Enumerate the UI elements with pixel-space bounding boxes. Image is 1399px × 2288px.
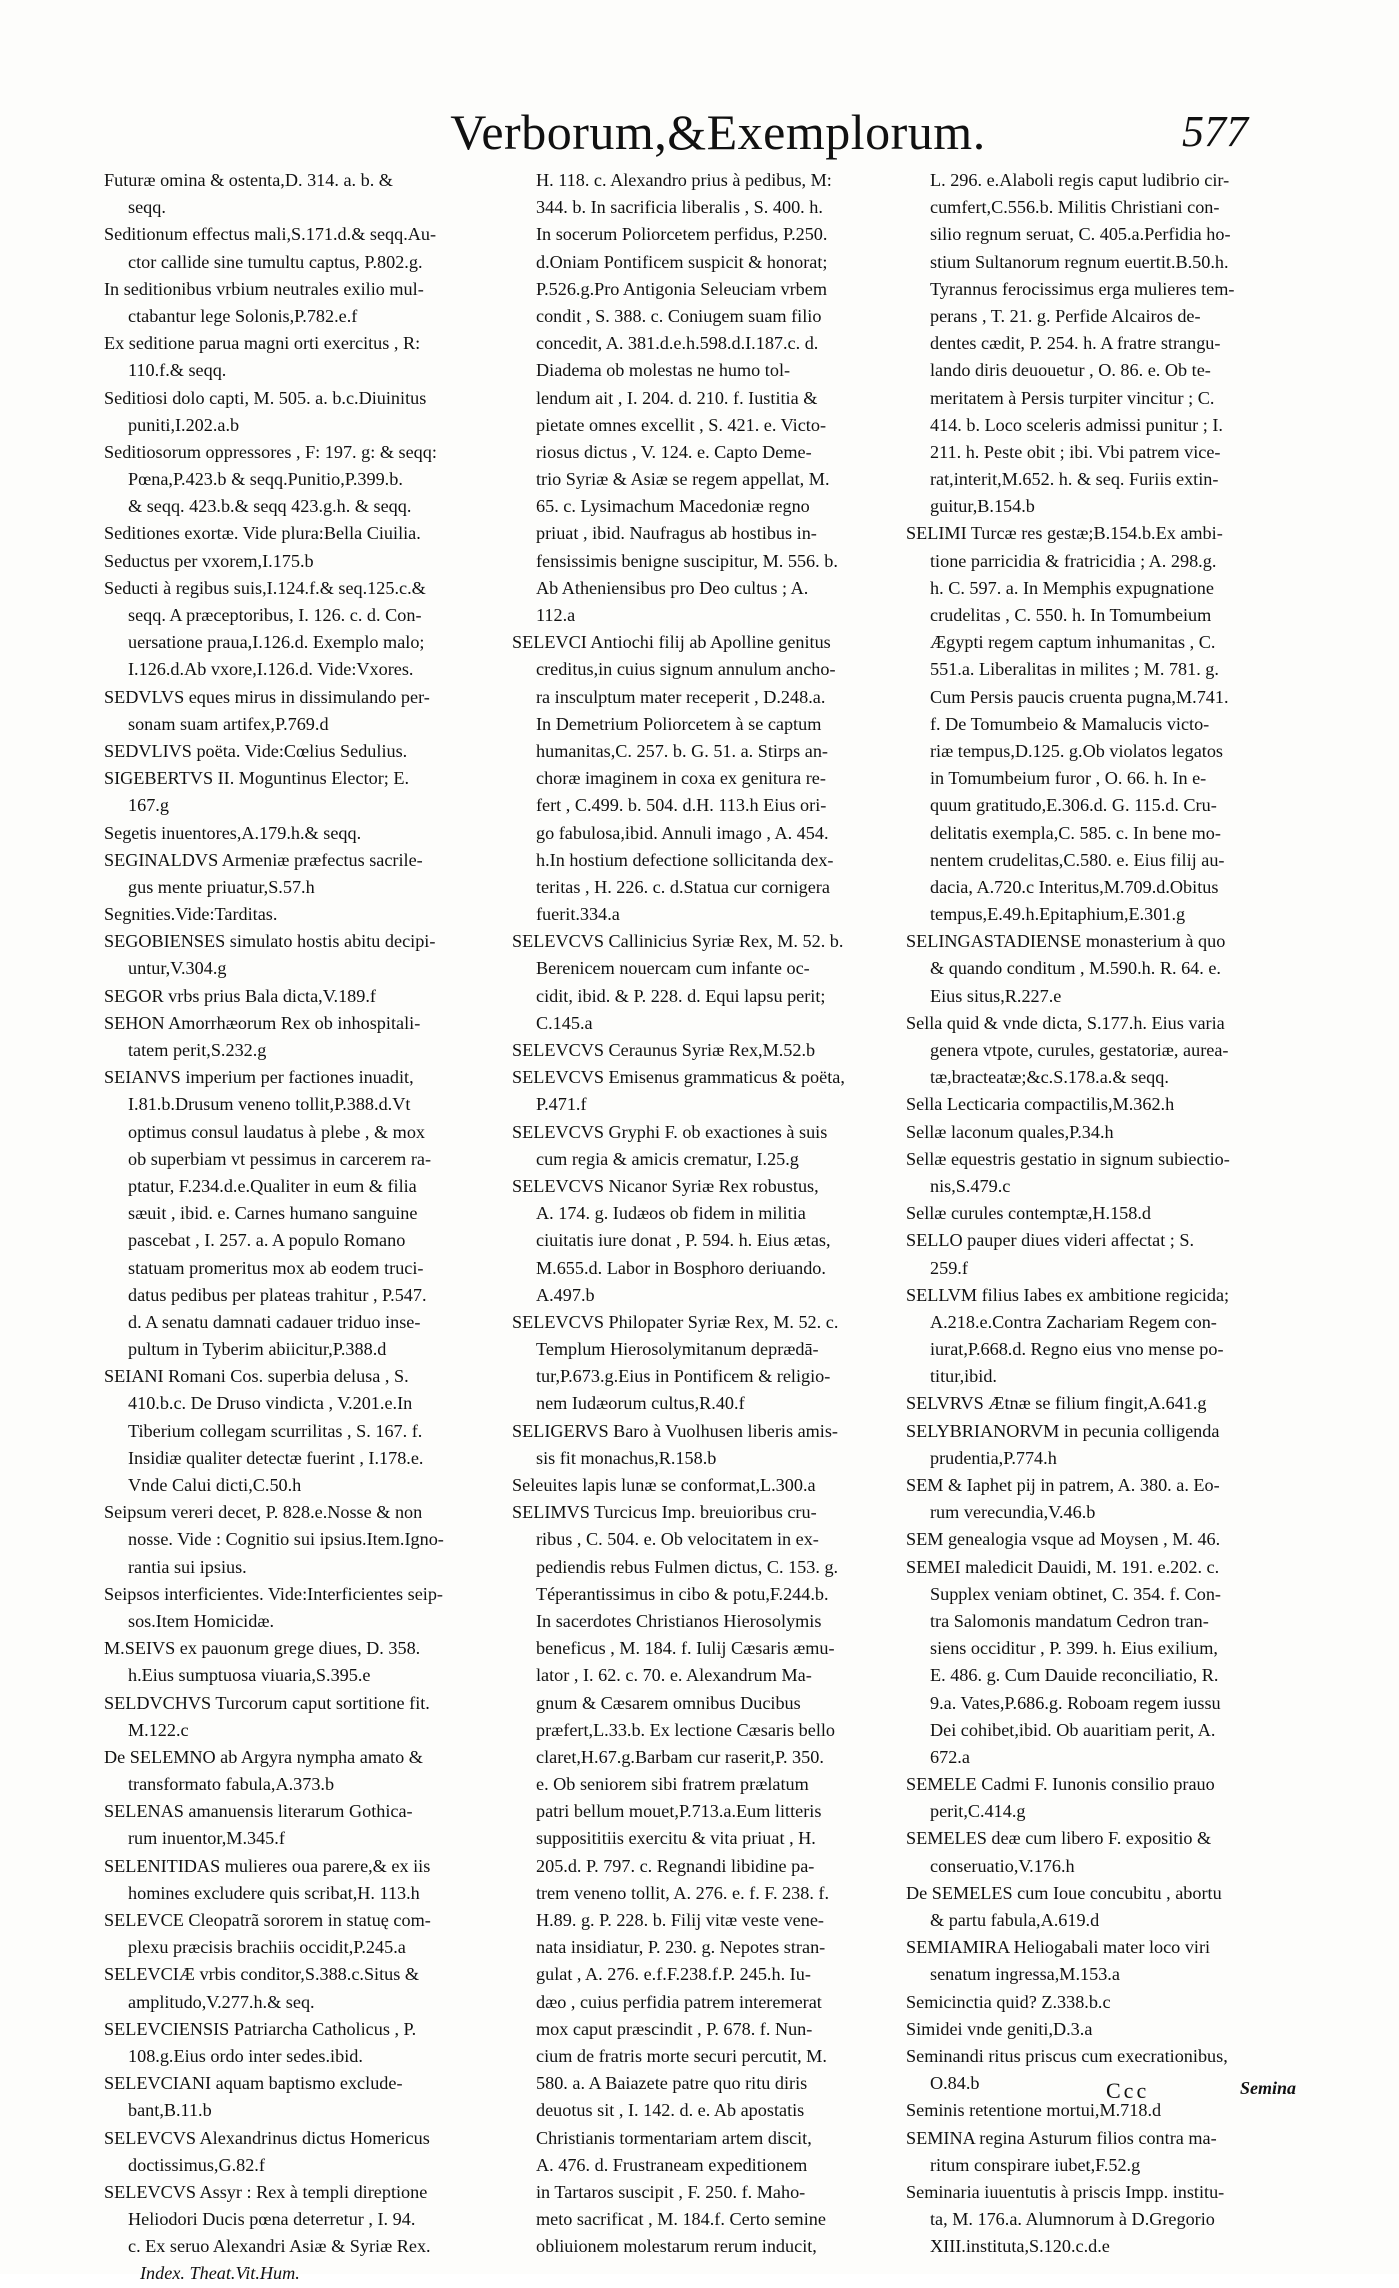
index-entry-line: SEIANVS imperium per factiones inuadit, xyxy=(104,1067,414,1088)
running-header-title: Verborum,&Exemplorum. xyxy=(450,104,986,160)
index-entry-continuation: d. A senatu damnati cadauer triduo inse- xyxy=(128,1311,421,1332)
index-entry-continuation: puniti,I.202.a.b xyxy=(128,414,240,435)
index-entry-continuation: untur,V.304.g xyxy=(128,958,227,979)
index-column-right xyxy=(906,167,1296,2260)
index-entry-continuation: tione parricidia & fratricidia ; A. 298.g. xyxy=(930,550,1217,571)
index-entry-line: SELEVCIENSIS Patriarcha Catholicus , P. xyxy=(104,2018,417,2039)
index-entry-continuation: XIII.instituta,S.120.c.d.e xyxy=(930,2236,1110,2257)
index-entry-continuation: senatum ingressa,M.153.a xyxy=(930,1964,1120,1985)
index-entry-continuation: meritatem à Persis turpiter vincitur ; C. xyxy=(930,387,1215,408)
index-entry-continuation: Heliodori Ducis pœna deterretur , I. 94. xyxy=(128,2209,416,2230)
index-entry-continuation: 108.g.Eius ordo inter sedes.ibid. xyxy=(128,2045,363,2066)
index-entry-line: SELEVCVS Alexandrinus dictus Homericus xyxy=(104,2127,430,2148)
index-entry-continuation: H. 118. c. Alexandro prius à pedibus, M: xyxy=(536,170,832,190)
index-entry-line: Futuræ omina & ostenta,D. 314. a. b. & xyxy=(104,170,393,190)
index-entry-continuation: datus pedibus per plateas trahitur , P.547. xyxy=(128,1284,427,1305)
index-entry-continuation: statuam promeritus mox ab eodem truci- xyxy=(128,1257,424,1278)
index-entry-continuation: 167.g xyxy=(128,795,169,816)
index-entry-line: SEHON Amorrhæorum Rex ob inhospitali- xyxy=(104,1012,421,1033)
index-entry-line: SELEVCVS Emisenus grammaticus & poëta, xyxy=(512,1067,845,1088)
index-entry-continuation: dæo , cuius perfidia patrem interemerat xyxy=(536,1991,822,2012)
index-entry-line: SELEVCIANI aquam baptismo exclude- xyxy=(104,2073,403,2094)
index-entry-line: Seminandi ritus priscus cum execrationibus, xyxy=(906,2045,1228,2066)
index-entry-continuation: 65. c. Lysimachum Macedoniæ regno xyxy=(536,496,810,517)
index-entry-line: SELEVCE Cleopatrã sororem in statuę com- xyxy=(104,1910,431,1930)
index-entry-continuation: lendum ait , I. 204. d. 210. f. Iustitia & xyxy=(536,387,818,408)
index-entry-continuation: Diadema ob molestas ne humo tol- xyxy=(536,360,791,381)
index-entry-continuation: quum gratitudo,E.306.d. G. 115.d. Cru- xyxy=(930,795,1217,816)
index-entry-continuation: choræ imaginem in coxa ex genitura re- xyxy=(536,768,826,789)
index-entry-line: SELLVM filius Iabes ex ambitione regicida; xyxy=(906,1284,1230,1305)
index-entry-continuation: trem veneno tollit, A. 276. e. f. F. 238. f. xyxy=(536,1882,830,1903)
index-entry-line: SELYBRIANORVM in pecunia colligenda xyxy=(906,1420,1220,1441)
index-entry-continuation: Tyrannus ferocissimus erga mulieres tem- xyxy=(930,278,1235,299)
index-entry-line: SELENAS amanuensis literarum Gothica- xyxy=(104,1801,413,1822)
index-entry-continuation: 344. b. In sacrificia liberalis , S. 400. h. xyxy=(536,197,823,218)
index-entry-line: SELEVCVS Callinicius Syriæ Rex, M. 52. b. xyxy=(512,931,844,952)
index-entry-line: SELENITIDAS mulieres oua parere,& ex iis xyxy=(104,1855,431,1876)
index-entry-continuation: Tiberium collegam scurrilitas , S. 167. f. xyxy=(128,1420,423,1441)
index-entry-continuation: nentem crudelitas,C.580. e. Eius filij au- xyxy=(930,849,1225,870)
index-entry-continuation: O.84.b xyxy=(930,2073,980,2094)
index-entry-line: Index. Theat.Vit.Hum. xyxy=(140,2263,300,2284)
index-entry-line: SEDVLVS eques mirus in dissimulando per- xyxy=(104,686,430,707)
index-entry-continuation: M.655.d. Labor in Bosphoro deriuando. xyxy=(536,1257,826,1278)
index-entry-line: Seditiones exortæ. Vide plura:Bella Ciuilia. xyxy=(104,523,421,544)
index-entry-continuation: nosse. Vide : Cognitio sui ipsius.Item.Igno- xyxy=(128,1529,444,1550)
index-entry-line: SELIGERVS Baro à Vuolhusen liberis amis- xyxy=(512,1420,838,1441)
index-entry-continuation: titur,ibid. xyxy=(930,1366,997,1387)
index-entry-continuation: præfert,L.33.b. Ex lectione Cæsaris bello xyxy=(536,1719,836,1740)
index-entry-continuation: nata insidiatur, P. 230. g. Nepotes stran- xyxy=(536,1937,826,1958)
index-entry-line: SEMIAMIRA Heliogabali mater loco viri xyxy=(906,1937,1211,1958)
index-entry-continuation: A. 174. g. Iudæos ob fidem in militia xyxy=(536,1203,806,1224)
index-entry-continuation: ribus , C. 504. e. Ob velocitatem in ex- xyxy=(536,1529,819,1550)
index-entry-continuation: stium Sultanorum regnum euertit.B.50.h. xyxy=(930,251,1229,272)
index-entry-line: SELEVCI Antiochi filij ab Apolline genitus xyxy=(512,632,831,653)
index-entry-continuation: gulat , A. 276. e.f.F.238.f.P. 245.h. Iu- xyxy=(536,1964,811,1985)
index-entry-line: SELEVCVS Ceraunus Syriæ Rex,M.52.b xyxy=(512,1040,816,1060)
index-entry-continuation: rantia sui ipsius. xyxy=(128,1556,247,1577)
index-entry-line: Seditiosi dolo capti, M. 505. a. b.c.Diuinitus xyxy=(104,387,427,408)
index-entry-continuation: uersatione praua,I.126.d. Exemplo malo; xyxy=(128,632,425,653)
index-entry-continuation: 672.a xyxy=(930,1746,970,1767)
index-entry-continuation: pultum in Tyberim abiicitur,P.388.d xyxy=(128,1339,387,1360)
index-entry-continuation: cium de fratris morte securi percutit, M. xyxy=(536,2045,827,2066)
index-entry-continuation: siens occiditur , P. 399. h. Eius exilium, xyxy=(930,1638,1218,1659)
index-entry-continuation: condit , S. 388. c. Coniugem suam filio xyxy=(536,305,822,326)
index-entry-continuation: silio regnum seruat, C. 405.a.Perfidia ho- xyxy=(930,224,1231,245)
index-entry-line: Segnities.Vide:Tarditas. xyxy=(104,904,278,925)
index-entry-continuation: nem Iudæorum cultus,R.40.f xyxy=(536,1393,745,1414)
index-entry-line: SEMINA regina Asturum filios contra ma- xyxy=(906,2127,1217,2148)
index-entry-line: SEM & Iaphet pij in patrem, A. 380. a. Eo- xyxy=(906,1475,1220,1495)
index-entry-continuation: 580. a. A Baiazete patre quo ritu diris xyxy=(536,2073,808,2094)
index-entry-line: Sellæ equestris gestatio in signum subiectio- xyxy=(906,1148,1230,1169)
index-entry-continuation: sæuit , ibid. e. Carnes humano sanguine xyxy=(128,1203,418,1224)
index-entry-line: Seductus per vxorem,I.175.b xyxy=(104,550,314,571)
index-entry-continuation: ta, M. 176.a. Alumnorum à D.Gregorio xyxy=(930,2209,1215,2230)
index-entry-continuation: genera vtpote, curules, gestatoriæ, aurea- xyxy=(930,1040,1229,1060)
index-entry-continuation: crudelitas , C. 550. h. In Tomumbeium xyxy=(930,605,1212,625)
index-entry-continuation: delitatis exempla,C. 585. c. In bene mo- xyxy=(930,822,1221,843)
index-entry-continuation: Téperantissimus in cibo & potu,F.244.b. xyxy=(536,1583,829,1604)
index-entry-line: Seleuites lapis lunæ se conformat,L.300.a xyxy=(512,1475,816,1495)
index-entry-continuation: A.497.b xyxy=(536,1284,595,1305)
index-entry-line: Seditiosorum oppressores , F: 197. g: & seqq: xyxy=(104,441,437,462)
index-entry-continuation: riosus dictus , V. 124. e. Capto Deme- xyxy=(536,441,812,462)
index-entry-continuation: 211. h. Peste obit ; ibi. Vbi patrem vice- xyxy=(930,441,1221,462)
index-entry-line: SELEVCIÆ vrbis conditor,S.388.c.Situs & xyxy=(104,1964,420,1985)
index-entry-continuation: H.89. g. P. 228. b. Filij vitæ veste vene- xyxy=(536,1910,824,1930)
index-entry-continuation: ob superbiam vt pessimus in carcerem ra- xyxy=(128,1148,432,1169)
index-entry-continuation: E. 486. g. Cum Dauide reconciliatio, R. xyxy=(930,1665,1219,1686)
index-entry-continuation: tatem perit,S.232.g xyxy=(128,1040,267,1060)
index-entry-continuation: conseruatio,V.176.h xyxy=(930,1855,1075,1876)
index-entry-continuation: ciuitatis iure donat , P. 594. h. Eius ætas, xyxy=(536,1230,831,1251)
index-entry-continuation: Berenicem nouercam cum infante oc- xyxy=(536,958,810,979)
index-entry-continuation: Pœna,P.423.b & seqq.Punitio,P.399.b. xyxy=(128,469,403,490)
index-entry-line: SELLO pauper diues videri affectat ; S. xyxy=(906,1230,1195,1251)
index-entry-line: SELEVCVS Assyr : Rex à templi direptione xyxy=(104,2181,428,2202)
index-entry-continuation: Cum Persis paucis cruenta pugna,M.741. xyxy=(930,686,1229,707)
index-entry-continuation: In Demetrium Poliorcetem à se captum xyxy=(536,713,822,734)
index-entry-line: SELIMVS Turcicus Imp. breuioribus cru- xyxy=(512,1502,817,1523)
index-entry-line: Seipsos interficientes. Vide:Interficientes seip- xyxy=(104,1583,443,1604)
index-entry-line: De SELEMNO ab Argyra nympha amato & xyxy=(104,1746,423,1767)
index-entry-continuation: 9.a. Vates,P.686.g. Roboam regem iussu xyxy=(930,1692,1221,1713)
index-entry-continuation: c. Ex seruo Alexandri Asiæ & Syriæ Rex. xyxy=(128,2236,431,2257)
index-column-middle xyxy=(512,167,900,2260)
index-entry-line: SEGOBIENSES simulato hostis abitu decipi- xyxy=(104,931,436,952)
index-entry-continuation: supposititiis exercitu & vita priuat , H. xyxy=(536,1828,816,1849)
index-entry-continuation: gnum & Cæsarem omnibus Ducibus xyxy=(536,1692,801,1713)
index-entry-line: In seditionibus vrbium neutrales exilio mul- xyxy=(104,278,424,299)
index-entry-continuation: P.471.f xyxy=(536,1094,587,1115)
index-entry-continuation: perans , T. 21. g. Perfide Alcairos de- xyxy=(930,305,1201,326)
index-entry-continuation: optimus consul laudatus à plebe , & mox xyxy=(128,1121,426,1142)
index-entry-continuation: sonam suam artifex,P.769.d xyxy=(128,713,329,734)
index-entry-line: Sella quid & vnde dicta, S.177.h. Eius varia xyxy=(906,1012,1225,1033)
index-entry-line: Sella Lecticaria compactilis,M.362.h xyxy=(906,1094,1175,1115)
index-entry-continuation: ritum conspirare iubet,F.52.g xyxy=(930,2154,1141,2175)
index-entry-continuation: 205.d. P. 797. c. Regnandi libidine pa- xyxy=(536,1855,815,1876)
index-entry-continuation: h. C. 597. a. In Memphis expugnatione xyxy=(930,577,1214,598)
index-entry-continuation: in Tartaros suscipit , F. 250. f. Maho- xyxy=(536,2181,806,2202)
index-entry-line: Sellæ laconum quales,P.34.h xyxy=(906,1121,1114,1142)
index-entry-continuation: P.526.g.Pro Antigonia Seleuciam vrbem xyxy=(536,278,827,299)
page-number: 577 xyxy=(1182,107,1248,156)
index-entry-continuation: Templum Hierosolymitanum deprædā- xyxy=(536,1339,819,1360)
index-entry-continuation: Vnde Calui dicti,C.50.h xyxy=(128,1475,302,1495)
index-entry-continuation: 551.a. Liberalitas in milites ; M. 781. g. xyxy=(930,659,1219,680)
index-entry-continuation: cum regia & amicis crematur, I.25.g xyxy=(536,1148,799,1169)
index-entry-line: SEGINALDVS Armeniæ præfectus sacrile- xyxy=(104,849,423,870)
index-column-left xyxy=(104,167,492,2288)
index-entry-continuation: humanitas,C. 257. b. G. 51. a. Stirps an- xyxy=(536,740,828,761)
index-entry-continuation: I.81.b.Drusum veneno tollit,P.388.d.Vt xyxy=(128,1094,411,1115)
index-entry-continuation: creditus,in cuius signum annulum ancho- xyxy=(536,659,836,680)
index-entry-continuation: gus mente priuatur,S.57.h xyxy=(128,876,315,897)
index-entry-continuation: tur,P.673.g.Eius in Pontificem & religio- xyxy=(536,1366,831,1387)
index-entry-continuation: L. 296. e.Alaboli regis caput ludibrio cir- xyxy=(930,170,1230,190)
index-entry-line: Seipsum vereri decet, P. 828.e.Nosse & non xyxy=(104,1502,423,1523)
index-entry-line: SELEVCVS Nicanor Syriæ Rex robustus, xyxy=(512,1175,819,1196)
index-entry-continuation: in Tomumbeium furor , O. 66. h. In e- xyxy=(930,768,1207,789)
index-entry-continuation: 110.f.& seqq. xyxy=(128,360,227,381)
index-entry-continuation: Dei cohibet,ibid. Ob auaritiam perit, A. xyxy=(930,1719,1216,1740)
index-entry-continuation: ctor callide sine tumultu captus, P.802.g. xyxy=(128,251,423,272)
index-entry-continuation: 414. b. Loco sceleris admissi punitur ; I. xyxy=(930,414,1223,435)
index-entry-continuation: perit,C.414.g xyxy=(930,1801,1026,1822)
index-entry-continuation: f. De Tomumbeio & Mamalucis victo- xyxy=(930,713,1210,734)
index-entry-continuation: transformato fabula,A.373.b xyxy=(128,1774,335,1795)
index-entry-line: SELEVCVS Philopater Syriæ Rex, M. 52. c. xyxy=(512,1311,839,1332)
index-entry-line: Segetis inuentores,A.179.h.& seqq. xyxy=(104,822,362,843)
index-entry-continuation: fert , C.499. b. 504. d.H. 113.h Eius ori- xyxy=(536,795,827,816)
index-entry-line: Seducti à regibus suis,I.124.f.& seq.125.c.& xyxy=(104,577,426,598)
index-entry-continuation: riæ tempus,D.125. g.Ob violatos legatos xyxy=(930,740,1223,761)
index-entry-continuation: meto sacrificat , M. 184.f. Certo semine xyxy=(536,2209,826,2230)
index-entry-continuation: trio Syriæ & Asiæ se regem appellat, M. xyxy=(536,469,830,490)
index-entry-continuation: obliuionem molestarum rerum inducit, xyxy=(536,2236,817,2257)
index-entry-line: Seditionum effectus mali,S.171.d.& seqq.Au- xyxy=(104,224,437,245)
index-entry-continuation: teritas , H. 226. c. d.Statua cur cornigera xyxy=(536,876,830,897)
index-entry-continuation: dacia, A.720.c Interitus,M.709.d.Obitus xyxy=(930,876,1219,897)
index-entry-continuation: dentes cædit, P. 254. h. A fratre strangu- xyxy=(930,333,1221,354)
index-entry-continuation: beneficus , M. 184. f. Iulij Cæsaris æmu- xyxy=(536,1638,835,1659)
index-entry-continuation: lando diris deuouetur , O. 86. e. Ob te- xyxy=(930,360,1211,381)
index-entry-continuation: h.In hostium defectione sollicitanda dex- xyxy=(536,849,834,870)
index-entry-continuation: & seqq. 423.b.& seqq 423.g.h. & seqq. xyxy=(128,496,412,517)
index-entry-continuation: Supplex veniam obtinet, C. 354. f. Con- xyxy=(930,1583,1221,1604)
index-entry-continuation: h.Eius sumptuosa viuaria,S.395.e xyxy=(128,1665,371,1686)
index-entry-continuation: ptatur, F.234.d.e.Qualiter in eum & filia xyxy=(128,1175,417,1196)
index-entry-continuation: tra Salomonis mandatum Cedron tran- xyxy=(930,1610,1209,1631)
index-entry-line: SELINGASTADIENSE monasterium à quo xyxy=(906,931,1226,952)
index-entry-continuation: pascebat , I. 257. a. A populo Romano xyxy=(128,1230,406,1251)
index-entry-continuation: priuat , ibid. Naufragus ab hostibus in- xyxy=(536,523,817,544)
index-entry-continuation: fensissimis benigne suscipitur, M. 556. b. xyxy=(536,550,838,571)
index-entry-continuation: seqq. xyxy=(128,197,166,218)
index-entry-continuation: claret,H.67.g.Barbam cur raserit,P. 350. xyxy=(536,1746,824,1767)
index-entry-continuation: nis,S.479.c xyxy=(930,1175,1011,1196)
index-entry-continuation: ctabantur lege Solonis,P.782.e.f xyxy=(128,305,358,326)
index-entry-continuation: doctissimus,G.82.f xyxy=(128,2154,265,2175)
index-entry-line: SEIANI Romani Cos. superbia delusa , S. xyxy=(104,1366,409,1387)
index-entry-line: Semicinctia quid? Z.338.b.c xyxy=(906,1991,1111,2012)
index-entry-line: SEMEI maledicit Dauidi, M. 191. e.202. c. xyxy=(906,1556,1220,1577)
index-entry-continuation: M.122.c xyxy=(128,1719,189,1740)
index-entry-line: De SEMELES cum Ioue concubitu , abortu xyxy=(906,1882,1222,1903)
signature-mark: Ccc xyxy=(1106,2078,1150,2103)
index-entry-continuation: pediendis rebus Fulmen dictus, C. 153. g. xyxy=(536,1556,839,1577)
index-entry-continuation: tæ,bracteatæ;&c.S.178.a.& seqq. xyxy=(930,1067,1169,1088)
index-entry-continuation: tempus,E.49.h.Epitaphium,E.301.g xyxy=(930,904,1186,925)
index-entry-continuation: mox caput præscindit , P. 678. f. Nun- xyxy=(536,2018,813,2039)
index-entry-continuation: go fabulosa,ibid. Annuli imago , A. 454. xyxy=(536,822,829,843)
index-entry-continuation: Ægypti regem captum inhumanitas , C. xyxy=(930,632,1216,653)
index-entry-continuation: rat,interit,M.652. h. & seq. Furiis extin- xyxy=(930,469,1219,490)
index-entry-continuation: patri bellum mouet,P.713.a.Eum litteris xyxy=(536,1801,822,1822)
index-entry-continuation: Eius situs,R.227.e xyxy=(930,985,1062,1006)
index-entry-continuation: plexu præcisis brachiis occidit,P.245.a xyxy=(128,1937,406,1958)
index-entry-continuation: 112.a xyxy=(536,605,576,625)
index-entry-continuation: lator , I. 62. c. 70. e. Alexandrum Ma- xyxy=(536,1665,812,1686)
index-entry-continuation: A.218.e.Contra Zachariam Regem con- xyxy=(930,1311,1217,1332)
index-entry-continuation: Insidiæ qualiter detectæ fuerint , I.178.e. xyxy=(128,1447,424,1468)
index-entry-line: M.SEIVS ex pauonum grege diues, D. 358. xyxy=(104,1638,421,1659)
index-entry-continuation: A. 476. d. Frustraneam expeditionem xyxy=(536,2154,808,2175)
index-entry-continuation: Christianis tormentariam artem discit, xyxy=(536,2127,812,2148)
index-entry-continuation: In sacerdotes Christianos Hierosolymis xyxy=(536,1610,822,1631)
index-entry-continuation: fuerit.334.a xyxy=(536,904,620,925)
index-entry-continuation: rum inuentor,M.345.f xyxy=(128,1828,285,1849)
index-entry-continuation: Ab Atheniensibus pro Deo cultus ; A. xyxy=(536,577,809,598)
index-entry-line: SEM genealogia vsque ad Moysen , M. 46. xyxy=(906,1529,1221,1550)
index-entry-continuation: & quando conditum , M.590.h. R. 64. e. xyxy=(930,958,1221,979)
index-entry-continuation: ra insculptum mater receperit , D.248.a. xyxy=(536,686,826,707)
index-entry-line: SIGEBERTVS II. Moguntinus Elector; E. xyxy=(104,768,410,789)
index-entry-continuation: bant,B.11.b xyxy=(128,2100,212,2121)
index-entry-continuation: C.145.a xyxy=(536,1012,593,1033)
index-entry-line: Seminis retentione mortui,M.718.d xyxy=(906,2100,1162,2121)
index-entry-line: SELDVCHVS Turcorum caput sortitione fit. xyxy=(104,1692,430,1713)
index-entry-line: Simidei vnde geniti,D.3.a xyxy=(906,2018,1093,2039)
index-entry-line: SELVRVS Ætnæ se filium fingit,A.641.g xyxy=(906,1393,1207,1414)
index-entry-continuation: cidit, ibid. & P. 228. d. Equi lapsu perit; xyxy=(536,985,826,1006)
index-entry-line: SEMELE Cadmi F. Iunonis consilio prauo xyxy=(906,1774,1215,1795)
index-entry-continuation: I.126.d.Ab vxore,I.126.d. Vide:Vxores. xyxy=(128,659,414,680)
index-entry-continuation: iurat,P.668.d. Regno eius vno mense po- xyxy=(930,1339,1224,1360)
index-entry-continuation: seqq. A præceptoribus, I. 126. c. d. Con- xyxy=(128,605,422,625)
index-entry-line: SELIMI Turcæ res gestæ;B.154.b.Ex ambi- xyxy=(906,523,1223,544)
index-entry-continuation: e. Ob seniorem sibi fratrem prælatum xyxy=(536,1774,809,1795)
index-entry-line: Sellæ curules contemptæ,H.158.d xyxy=(906,1203,1151,1224)
index-entry-continuation: concedit, A. 381.d.e.h.598.d.I.187.c. d. xyxy=(536,333,819,354)
index-entry-continuation: homines excludere quis scribat,H. 113.h xyxy=(128,1882,420,1903)
index-entry-continuation: amplitudo,V.277.h.& seq. xyxy=(128,1991,315,2012)
index-entry-line: SEGOR vrbs prius Bala dicta,V.189.f xyxy=(104,985,376,1006)
index-entry-continuation: 410.b.c. De Druso vindicta , V.201.e.In xyxy=(128,1393,413,1414)
index-entry-continuation: prudentia,P.774.h xyxy=(930,1447,1057,1468)
index-entry-continuation: rum verecundia,V.46.b xyxy=(930,1502,1096,1523)
index-entry-continuation: In socerum Poliorcetem perfidus, P.250. xyxy=(536,224,828,245)
index-entry-line: Seminaria iuuentutis à priscis Impp. institu- xyxy=(906,2181,1225,2202)
index-entry-line: Ex seditione parua magni orti exercitus , R: xyxy=(104,333,421,354)
index-entry-continuation: pietate omnes excellit , S. 421. e. Victo- xyxy=(536,414,827,435)
index-entry-line: SELEVCVS Gryphi F. ob exactiones à suis xyxy=(512,1121,828,1142)
index-entry-continuation: guitur,B.154.b xyxy=(930,496,1035,517)
index-entry-continuation: 259.f xyxy=(930,1257,968,1278)
index-entry-line: SEMELES deæ cum libero F. expositio & xyxy=(906,1828,1212,1849)
index-entry-continuation: sis fit monachus,R.158.b xyxy=(536,1447,717,1468)
index-entry-continuation: sos.Item Homicidæ. xyxy=(128,1610,274,1631)
index-entry-continuation: & partu fabula,A.619.d xyxy=(930,1910,1100,1930)
index-entry-continuation: deuotus sit , I. 142. d. e. Ab apostatis xyxy=(536,2100,805,2121)
index-entry-continuation: d.Oniam Pontificem suspicit & honorat; xyxy=(536,251,828,272)
catchword: Semina xyxy=(1240,2078,1297,2098)
index-entry-line: SEDVLIVS poëta. Vide:Cœlius Sedulius. xyxy=(104,740,408,761)
index-entry-continuation: cumfert,C.556.b. Militis Christiani con- xyxy=(930,197,1220,218)
